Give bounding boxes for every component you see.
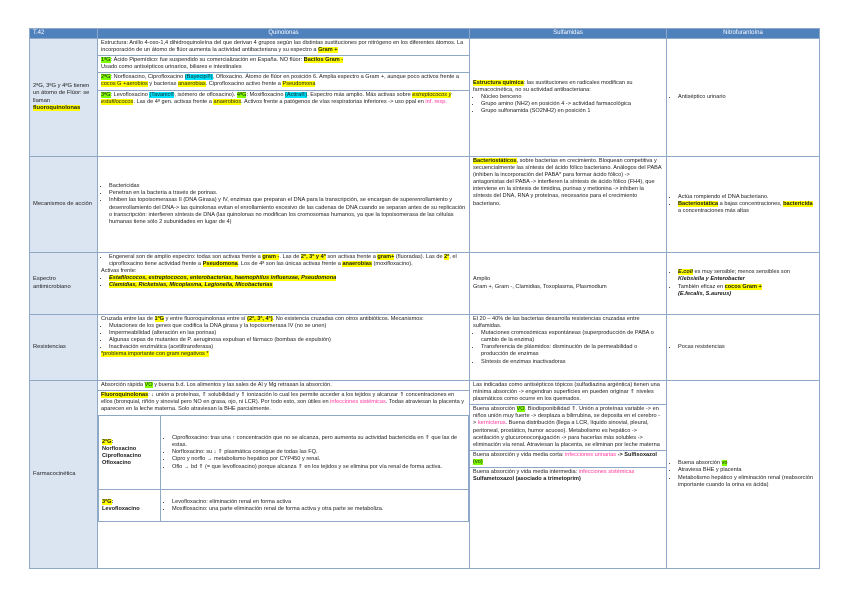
sulfamidas-mecanismos (470, 157, 667, 253)
sulfamidas-espectro (470, 253, 667, 315)
text: Buena absorción y vida media intermedia: (473, 469, 578, 476)
text: Engeneral son de amplio espectro: todas son activas frente a (109, 254, 261, 260)
list-item: • Inactivación enzimática (acetiltransferasa) (109, 344, 466, 351)
text: . Ciprofloxacino activo frente a (205, 81, 281, 88)
list-item: • Cipro y norflo → metabolismo hepático por CYP450 y renal. (172, 456, 465, 463)
list-item: • Mutaciones cromosómicas espontáneas (superproducción de PABA o cambio de la enzima) (481, 330, 663, 344)
text: . Espectro más amplio. Más activas sobre (307, 91, 411, 98)
text: a bajas concentraciones, (719, 200, 782, 207)
text: -> Sulfisoxazol (617, 451, 657, 458)
highlight: 1ªG (154, 316, 165, 322)
row-farmacocinetica (30, 381, 820, 569)
list-item: • Penetran en la bacteria a través de porinas. (109, 190, 466, 197)
list-item (109, 254, 466, 268)
vida-media-corta (470, 450, 666, 466)
text: Amplio (473, 276, 491, 283)
activas-list (101, 275, 466, 289)
list-item: • Moxifloxacino: una parte eliminación renal de forma activa y otra parte se metaboliza. (172, 506, 465, 513)
highlight: Bacteriostática (678, 200, 719, 207)
subrow-2g-content (161, 416, 469, 490)
list-item: • Inhiben las topoisomerasas II (DNA Girasa) y IV, enzimas que preparan el DNA para la transcripción, se encargan de superenrollamiento y desenrollamiento del DNA-> las quinolonas evitan el enrollamiento excesivo de las cadenas de DNA cuando se separan antes de su replicación o transcripción: interfieren síntesis de DNA (las quinolonas no modifican los cromosomas humanos, ya que la topoisomerasa de las células humanas tiene sólo 2 subunidades en lugar de 4) (109, 197, 466, 225)
list (670, 460, 816, 488)
text: . Todas atraviesan la placenta y aparecen en la leche materna. Solo atraviesan la BHE parcialmente. (101, 399, 465, 413)
vida-media-intermedia (470, 467, 666, 483)
highlight: Clamidias, Ricketsias, Micoplasma, Legionella, Micobacterias (109, 282, 273, 289)
list-item: • Impermeabilidad (alteración en las porinas) (109, 330, 466, 337)
row-label-farmacocinetica: Farmacocinética (30, 381, 98, 569)
row-mecanismos (30, 157, 820, 253)
list (670, 94, 816, 101)
nitrofurantoina-estructura (667, 39, 820, 157)
generation-tag: 1ªG (101, 57, 111, 64)
text: , isómero de ofloxacino). (174, 91, 236, 98)
highlight: Bacilos Gram - (303, 57, 344, 64)
generation-tag: 4ªG (236, 91, 247, 98)
row-label-fluoroquinolonas (30, 39, 98, 157)
list (101, 254, 466, 268)
list (164, 435, 465, 470)
list-item: • Núcleo benceno (481, 94, 663, 101)
list (164, 499, 465, 513)
text: Cruzada entre las de (101, 316, 153, 322)
drug-name: Ofloxacino (102, 459, 131, 466)
text: es muy sensible; menos sensibles son (694, 269, 790, 276)
highlight: bactericida (783, 200, 813, 207)
list (670, 344, 816, 351)
list-item: • Pocas resistencias (678, 344, 816, 351)
brand-name: (Bayecip®) (184, 74, 213, 81)
highlight: gram+ (377, 254, 395, 260)
nitrofurantoina-farmacocinetica (667, 381, 820, 569)
sulfamidas-resistencias (470, 315, 667, 381)
pink-text: kernícterus (477, 420, 506, 427)
text: : Levofloxacino (110, 91, 148, 98)
text: , el ciprofloxacino tiene actividad frente a (109, 254, 457, 268)
text: Las indicadas como antisépticos tópicos (sulfadiazina argéntica) tienen una mínima absorción -> engendran superficies en pueden originar ⇑ niveles plasmáticos como ocurre en los quemados. (473, 382, 660, 403)
list-item: • Transferencia de plásmidos: disminución de la permeabilidad o producción de enzimas (481, 344, 663, 358)
text: Buena absorción (473, 406, 515, 413)
text: También eficaz en (678, 283, 724, 290)
drug-name: Norfloxacino (102, 445, 137, 452)
row-label-resistencias: Resistencias (30, 315, 98, 381)
list-item: • Síntesis de enzimas inactivadoras (481, 359, 663, 366)
generation-2 (98, 72, 469, 88)
highlight: *problema importante con gram negativos * (101, 351, 209, 358)
highlight: anaerobias (342, 261, 372, 268)
list (101, 323, 466, 351)
list-item: • Algunas cepas de mutantes de P. aeruginosa expulsan el fármaco (bombas de expulsión) (109, 337, 466, 344)
highlight: vo (721, 460, 728, 467)
list (101, 183, 466, 226)
list-item: • Ciprofloxacino: tras una ↑ concentración que no se alcanza, pero aumenta su actividad bactericida en ⇑ que las de estas. (172, 435, 465, 449)
text: : Moxifloxacino (246, 91, 284, 98)
header-row (30, 29, 820, 39)
text: (E.fecalis, S.aureus) (678, 290, 732, 297)
list (670, 194, 816, 215)
list-item: • Mutaciones de los genes que codifica la DNA girasa y la topoisomerasa IV (no se unen) (109, 323, 466, 330)
highlight: anaerobias (177, 81, 206, 88)
list-item (678, 269, 816, 283)
text: . Buena distribución (llega a LCR, líquido sinovial, pleural, peritoneal, prostático, humor acuoso). Metabolismo es hepático -> acetilación y glucuronoconjugación -> para hacerlas más solubles -> eliminación vía renal. Atraviesan la placenta, se eliminan por leche materna (473, 420, 660, 448)
highlight: (vo) (473, 458, 483, 465)
text: : ↓ unión a proteínas, ⇑ solubilidad y ⇑ ionización lo cual les permite acceder a los tejidos y alcanzar ⇑ concentraciones en ellos (bronquial, riñón y sinovial pero NO en grasa, ojo, ni LCR). Por todo esto, son útiles en (101, 392, 455, 406)
text: . No existencia cruzadas con otros antibióticos. Mecanismos: (272, 316, 424, 322)
list-item (678, 460, 816, 467)
list-item: • Metabolismo hepático y eliminación renal (reabsorción importante cuando la orina es ácida) (678, 475, 816, 489)
row-label-espectro: Espectro antimicrobiano (30, 253, 98, 315)
highlight: 2ª, 3ª y 4ª (300, 254, 326, 260)
text: : Ácido Pipemídico: fue suspendido su comercialización en España. NO flúor: (110, 57, 303, 64)
list-item (109, 282, 466, 289)
quinolonas-resistencias (98, 315, 470, 381)
text: (fluoradas). Las de (395, 254, 443, 260)
text: , Ofloxacino. Átomo de flúor en posición 6. Amplia espectro a Gram +, aunque poco activos frente a (212, 74, 460, 81)
highlight: cocos G +aerobios (101, 81, 148, 88)
pink-text: infecciones urinarias (565, 451, 617, 458)
text: Usado como antisépticos urinarios, biliares e intestinales (101, 64, 242, 71)
text: : las sustituciones en radicales modifican su farmacocinética, no su actividad antibacteriana: (473, 79, 633, 93)
highlight: 2ª (444, 254, 450, 260)
list-item: • Antiséptico urinario (678, 94, 816, 101)
list (473, 330, 663, 365)
absorcion-text (470, 404, 666, 449)
nitrofurantoina-espectro (667, 253, 820, 315)
header-table-number: T.42 (30, 29, 98, 39)
subrow-3g (99, 490, 469, 522)
estructura-text (101, 40, 466, 54)
row-resistencias (30, 315, 820, 381)
text: . Las de (279, 254, 300, 260)
highlight: gram - (262, 254, 280, 260)
nitrofurantoina-mecanismos (667, 157, 820, 253)
subrow-2g (99, 416, 469, 490)
text: : Norfloxacino, Ciprofloxacino (110, 74, 184, 81)
text: (moxifloxacino). (373, 261, 413, 268)
list-item: • Norfloxacino: su ↓ ⇑ plasmática consigue de todas las FQ. (172, 449, 465, 456)
list-item (678, 201, 816, 215)
highlight: Pseudomona (202, 261, 238, 268)
list-item (678, 284, 816, 291)
drug-name: Levofloxacino (102, 505, 140, 512)
highlight: anaerobios (213, 98, 242, 105)
highlight: Fluoroquinolonas (101, 392, 149, 399)
text: . Biodisponibilidad ⇑. Unión a proteínas variable -> en niños unión muy fuerte -> desplaza a bilirrubina, se deposita en el cerebro -> (473, 406, 661, 427)
row-label-mecanismos: Mecanismos de acción (30, 157, 98, 253)
highlight: Gram + (318, 47, 338, 54)
list-item: • Grupo amino (NH2) en posición 4 -> actividad farmacológica (481, 101, 663, 108)
list-item (109, 275, 466, 282)
row-label-text: 2ªG, 3ªG y 4ªG tienen un átomo de Flúor: se llaman (33, 83, 90, 104)
highlight: Estafilococos, estreptococos, enterobacterias, haemophilus influenzae, Pseudomona (109, 275, 337, 282)
list-item: • Atraviesa BHE y placenta (678, 467, 816, 474)
text: El 20 – 40% de las bacterias desarrolla resistencias cruzadas entre sulfamidas. (473, 316, 640, 330)
highlight: VO (516, 406, 525, 413)
list (670, 269, 816, 290)
text: Estructura: Anillo 4-oxo-1,4 dihidroquinoleína del que derivan 4 grupos según las distintas sustituciones por nitrógeno en los diferentes átomos. La incorporación de un átomo de flúor aumenta la actividad antibacteriana y su espectro a (101, 40, 464, 54)
list-item: • Oflo → bd ⇑ (= que levofloxacino) porque alcanza ⇑ en los tejidos y se elimina por vía renal de forma activa. (172, 464, 465, 471)
document-page (29, 28, 819, 569)
list-item: • Bactericidas (109, 183, 466, 190)
text: Buena absorción (678, 460, 720, 467)
text: Buena absorción y vida media corta: (473, 451, 564, 458)
quinolonas-espectro (98, 253, 470, 315)
row-label-highlight: fluoroquinolonas (33, 104, 81, 111)
list-item: • Grupo sulfonamida (SO2NH2) en posición 1 (481, 108, 663, 115)
subrow-2g-label: 2ªG: Norfloxacino Ciprofloxacino Ofloxacino (99, 416, 161, 490)
text: Klebsiella y Enterobacter (678, 276, 745, 283)
generation-1 (98, 55, 469, 71)
drug-name: Ciprofloxacino (102, 452, 142, 459)
text: Absorción rápida (101, 382, 143, 388)
pink-text: infecciones sistémicas (330, 399, 386, 406)
estructura-list (473, 94, 663, 115)
highlight: (2ª, 3ª, 4ª) (247, 316, 273, 322)
generation-tag: 2ªG (102, 438, 112, 445)
highlight: estreptococos y estafilococos (101, 91, 452, 105)
absorcion-text (98, 382, 469, 389)
sulfamidas-farmacocinetica (470, 381, 667, 569)
text: y entre fluoroquinolonas entre sí (165, 316, 246, 322)
list-item: • Actúa rompiendo el DNA bacteriano. (678, 194, 816, 201)
brand-name: (Tavanic® (149, 91, 175, 98)
text: . Activos frente a patógenos de vías respiratorias inferiores -> uso ppal en (241, 98, 424, 105)
fluoroquinolonas-text (98, 390, 469, 413)
highlight: Pseudomona (282, 81, 316, 88)
text: son activas frente a (327, 254, 376, 260)
text: , sobre bacterias en crecimiento. Bloquean competitiva y secuencialmente las síntesis del ácido fólico bacteriano. Análogos del PABA (inhiben la incorporación del PABA* para formar ácido fólico) -> antagonistas del PABA -> interfieren la síntesis de ácido fólico (FH4), que interviene en la síntesis de timidina, purinas y metionina -> inhiben la síntesis del DNA, RNA y proteínas, necesarios para el crecimiento bacteriano. (473, 158, 662, 207)
generation-tag: 2ªG (101, 74, 111, 81)
nitrofurantoina-resistencias (667, 315, 820, 381)
generation-tag: 3ªG (101, 91, 111, 98)
list-item: • Levofloxacino: eliminación renal en forma activa (172, 499, 465, 506)
comparison-table (29, 28, 820, 569)
text: . Los de 4ª son las únicas activas frente a (237, 261, 341, 268)
text: a concentraciones más altas (678, 208, 749, 215)
row-estructura (30, 39, 820, 157)
row-espectro (30, 253, 820, 315)
text: Sulfametoxazol (asociado a trimetoprim) (473, 476, 581, 483)
highlight: Estructura química (473, 79, 524, 86)
header-nitrofurantoina: Nitrofurantoína (667, 29, 820, 39)
text: Gram +, Gram -, Clamidias, Toxoplasma, Plasmodium (473, 283, 607, 290)
text: . Las de 4ª gen. activas frente a (133, 98, 212, 105)
highlight: cocos Gram + (724, 283, 762, 290)
generation-subtable (98, 415, 469, 522)
generation-3-4 (98, 90, 469, 106)
generation-tag: 3ªG (102, 498, 112, 505)
sulfamidas-estructura (470, 39, 667, 157)
highlight: Bacteriostáticos (473, 158, 517, 164)
activas-frente-label: Activas frente: (101, 268, 137, 275)
pink-text: inf. resp. (425, 98, 447, 105)
subrow-3g-label: 3ªG: Levofloxacino (99, 490, 161, 522)
header-sulfamidas: Sulfamidas (470, 29, 667, 39)
pink-text: infecciones sistémicas (578, 469, 635, 476)
quinolonas-estructura (98, 39, 470, 157)
text: y buena b.d. Los alimentos y las sales de Al y Mg retrasan la absorción. (154, 382, 332, 388)
header-quinolonas: Quinolonas (98, 29, 470, 39)
subrow-3g-content (161, 490, 469, 522)
highlight: VO (144, 382, 153, 388)
brand-name: (Actira®) (285, 91, 308, 98)
highlight: E.coli (678, 269, 693, 276)
quinolonas-farmacocinetica (98, 381, 470, 569)
quinolonas-mecanismos (98, 157, 470, 253)
text: y bacterias (149, 81, 177, 88)
